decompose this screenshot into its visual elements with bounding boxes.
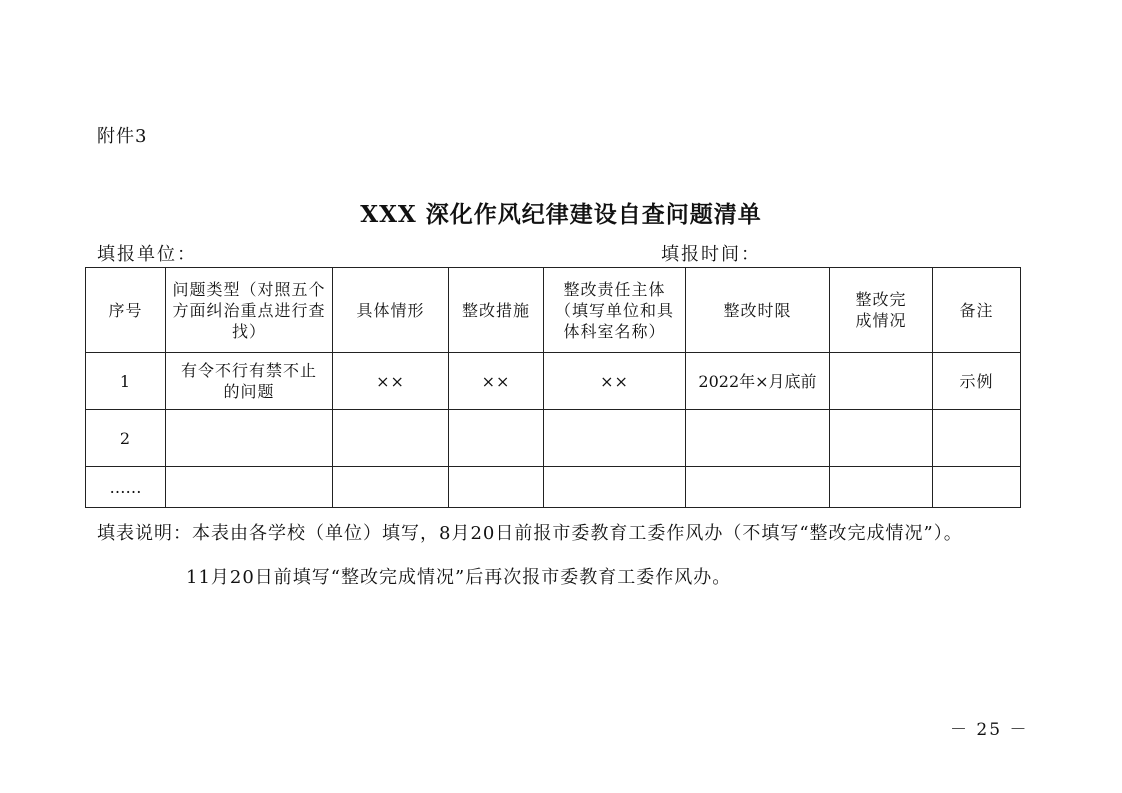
header-completion: 整改完成情况 xyxy=(830,268,933,353)
attachment-label: 附件3 xyxy=(97,126,148,147)
cell-deadline: 2022年×月底前 xyxy=(686,353,830,410)
fill-instructions-line1: 填表说明：本表由各学校（单位）填写，8月20日前报市委教育工委作风办（不填写“整改完成情况”）。 xyxy=(97,523,963,544)
cell-remark: 示例 xyxy=(933,353,1021,410)
cell-problem-type xyxy=(166,467,333,508)
header-situation: 具体情形 xyxy=(333,268,449,353)
header-responsible: 整改责任主体（填写单位和具体科室名称） xyxy=(544,268,686,353)
header-problem-type: 问题类型（对照五个方面纠治重点进行查找） xyxy=(166,268,333,353)
cell-remark xyxy=(933,410,1021,467)
cell-deadline xyxy=(686,467,830,508)
cell-seq: 1 xyxy=(86,353,166,410)
cell-completion xyxy=(830,410,933,467)
cell-problem-type xyxy=(166,410,333,467)
cell-seq: 2 xyxy=(86,410,166,467)
cell-completion xyxy=(830,353,933,410)
header-seq: 序号 xyxy=(86,268,166,353)
fill-instructions-line2: 11月20日前填写“整改完成情况”后再次报市委教育工委作风办。 xyxy=(186,567,732,588)
table-row xyxy=(86,410,1021,467)
fill-time-label: 填报时间： xyxy=(661,244,761,265)
cell-measures xyxy=(449,467,544,508)
cell-problem-type: 有令不行有禁不止的问题 xyxy=(166,353,333,410)
document-title: XXX 深化作风纪律建设自查问题清单 xyxy=(360,201,762,228)
cell-completion xyxy=(830,467,933,508)
cell-measures xyxy=(449,410,544,467)
header-measures: 整改措施 xyxy=(449,268,544,353)
table-row xyxy=(86,353,1021,410)
issues-table xyxy=(85,267,1021,508)
cell-seq: …… xyxy=(86,467,166,508)
page-number: － 25 － xyxy=(950,720,1029,740)
cell-responsible xyxy=(544,410,686,467)
cell-responsible: ×× xyxy=(544,353,686,410)
table-row xyxy=(86,467,1021,508)
table-header-row xyxy=(86,268,1021,353)
cell-deadline xyxy=(686,410,830,467)
cell-remark xyxy=(933,467,1021,508)
cell-situation: ×× xyxy=(333,353,449,410)
cell-measures: ×× xyxy=(449,353,544,410)
fill-unit-label: 填报单位： xyxy=(97,244,197,265)
header-deadline: 整改时限 xyxy=(686,268,830,353)
cell-responsible xyxy=(544,467,686,508)
cell-situation xyxy=(333,410,449,467)
cell-situation xyxy=(333,467,449,508)
header-remark: 备注 xyxy=(933,268,1021,353)
